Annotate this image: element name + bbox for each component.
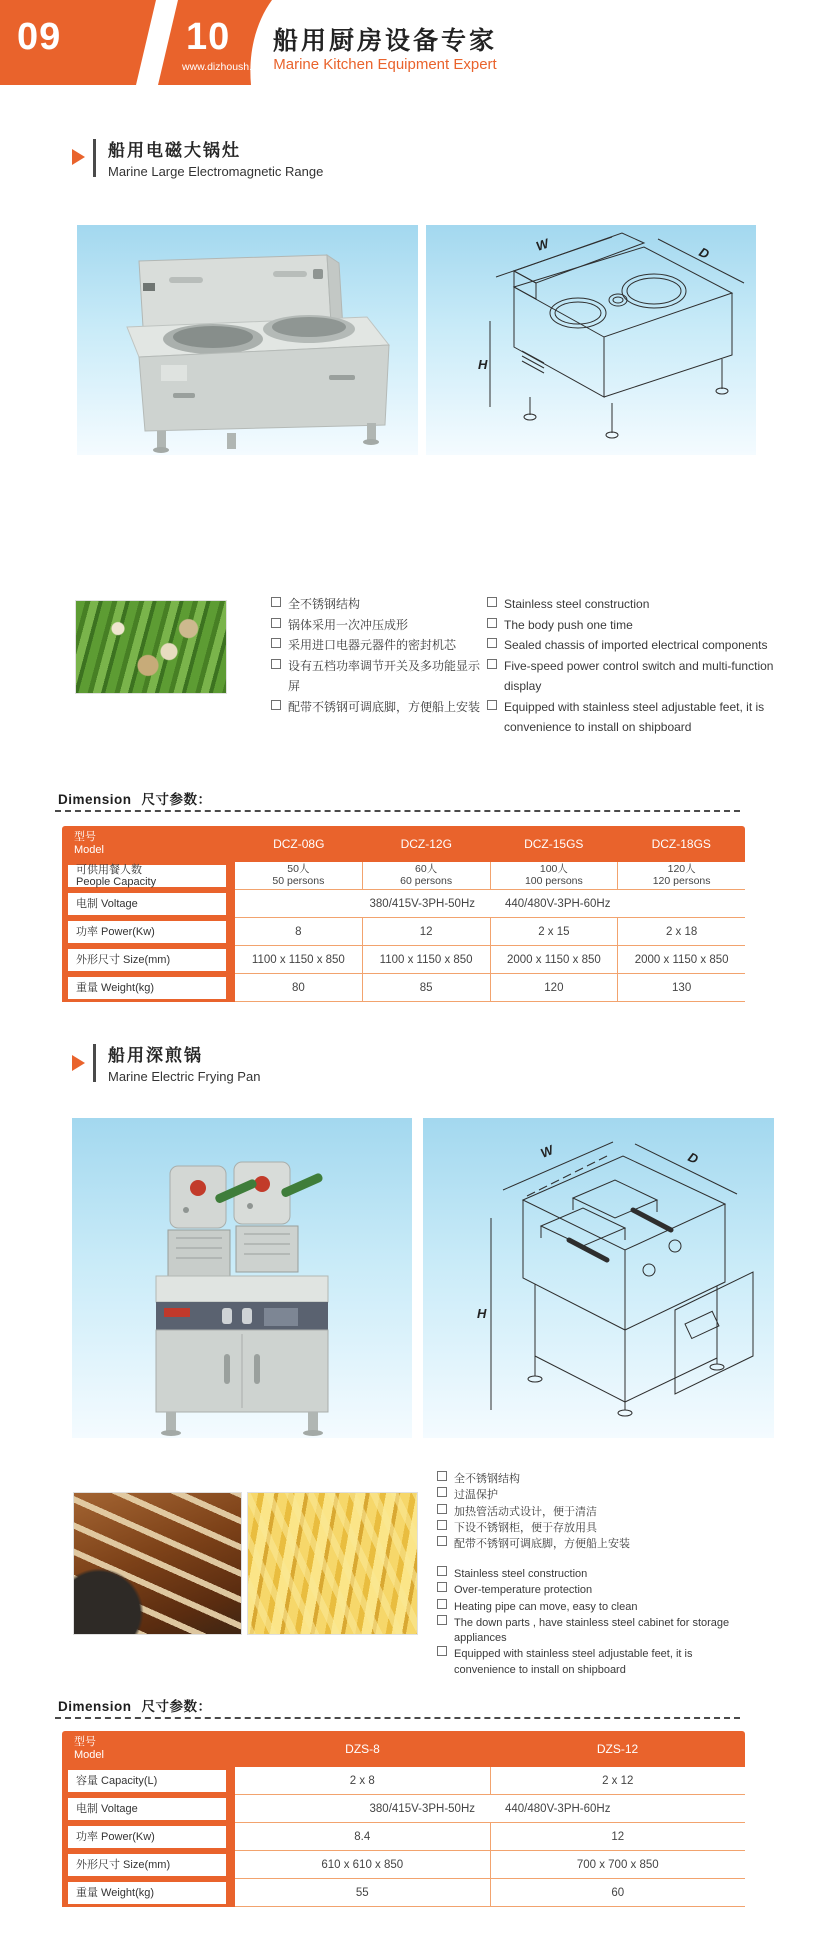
feature-item: Equipped with stainless steel adjustable feet, it is convenience to install on shipboard — [487, 697, 805, 738]
section2-title-bar — [93, 1044, 96, 1082]
table-row-weight — [62, 974, 745, 1002]
feature-list-cn-range — [271, 594, 486, 717]
spec-cell: 700 x 700 x 850 — [490, 1851, 746, 1878]
section2-marker-triangle-icon — [72, 1055, 85, 1071]
checkbox-icon — [437, 1615, 447, 1625]
spec-cell: 12 — [490, 1823, 746, 1850]
fryer-product-photo — [72, 1118, 412, 1438]
section2-title — [108, 1041, 260, 1084]
spec-cell: 50人 50 persons — [272, 863, 325, 887]
feature-item: 全不锈钢结构 — [271, 594, 486, 615]
checkbox-icon — [487, 597, 497, 607]
drawing-label-width: W — [534, 235, 551, 254]
spec-cell: 85 — [362, 974, 490, 1001]
checkbox-icon — [271, 638, 281, 648]
checkbox-icon — [437, 1599, 447, 1609]
feature-item: 配带不锈钢可调底脚，方便船上安装 — [271, 697, 486, 718]
checkbox-icon — [437, 1566, 447, 1576]
row-label: 重量 Weight(kg) — [67, 1881, 227, 1905]
spec-cell: 2 x 12 — [490, 1767, 746, 1794]
spec-cell: 55 — [355, 1886, 369, 1899]
checkbox-icon — [437, 1536, 447, 1546]
table-row-size — [62, 946, 745, 974]
table-row-capacity — [62, 1767, 745, 1795]
section2-title-cn: 船用深煎锅 — [108, 1046, 203, 1065]
spec-cell: 60 — [490, 1879, 746, 1906]
feature-item: 过温保护 — [437, 1487, 707, 1503]
spec-cell: 2000 x 1150 x 850 — [490, 946, 618, 973]
page-title-cn: 船用厨房设备专家 — [272, 27, 497, 55]
row-label: 容量 Capacity(L) — [67, 1769, 227, 1793]
checkbox-icon — [437, 1487, 447, 1497]
checkbox-icon — [271, 659, 281, 669]
table-row-voltage — [62, 1795, 745, 1823]
feature-list-en-range — [487, 594, 805, 738]
model-label-cell: 型号 Model — [74, 1736, 104, 1761]
table-header-row — [62, 1731, 745, 1767]
drawing-label-depth: D — [696, 244, 712, 262]
dimension-heading-2: Dimension 尺寸参数： — [58, 1699, 212, 1714]
food-photo-roast — [73, 1492, 242, 1635]
feature-list-en-fryer — [437, 1566, 745, 1678]
spec-cell: 60人 60 persons — [362, 862, 490, 889]
feature-list-cn-fryer — [437, 1471, 707, 1552]
row-label: 功率 Power(Kw) — [67, 920, 227, 944]
page-number-right: 10 — [186, 16, 231, 58]
fryer-photo-art — [72, 1118, 412, 1438]
checkbox-icon — [271, 618, 281, 628]
model-header-cell: DCZ-18GS — [651, 837, 711, 851]
checkbox-icon — [271, 597, 281, 607]
feature-item: 加热管活动式设计，便于清洁 — [437, 1504, 707, 1520]
feature-item: 设有五档功率调节开关及多功能显示屏 — [271, 656, 486, 697]
section1-title-cn: 船用电磁大锅灶 — [108, 141, 241, 160]
spec-table-range — [62, 826, 745, 1002]
checkbox-icon — [487, 618, 497, 628]
spec-cell: 2 x 18 — [617, 918, 745, 945]
feature-item: Equipped with stainless steel adjustable feet, it is convenience to install on shipboard — [437, 1646, 745, 1678]
checkbox-icon — [487, 659, 497, 669]
page-title-en: Marine Kitchen Equipment Expert — [273, 56, 497, 73]
checkbox-icon — [437, 1520, 447, 1530]
row-label: 电制 Voltage — [67, 1797, 227, 1821]
drawing-label-height: H — [477, 1306, 487, 1321]
spec-cell: 100人 100 persons — [490, 862, 618, 889]
drawing-label-depth: D — [685, 1149, 701, 1167]
dashed-divider-1 — [55, 810, 740, 812]
feature-item: Over-temperature protection — [437, 1582, 745, 1598]
row-label: 电制 Voltage — [67, 892, 227, 916]
table-row-capacity — [62, 862, 745, 890]
model-header-cell: DZS-8 — [345, 1742, 380, 1756]
feature-item: 锅体采用一次冲压成形 — [271, 615, 486, 636]
drawing-label-width: W — [538, 1142, 556, 1161]
section1-title — [108, 136, 323, 179]
page-number-left: 09 — [17, 16, 62, 58]
drawing-label-height: H — [478, 357, 488, 372]
fryer-drawing-art — [423, 1118, 774, 1438]
spec-cell: 2 x 15 — [490, 918, 618, 945]
site-url: www.dizhoush.com — [182, 61, 272, 73]
spec-cell: 120 — [490, 974, 618, 1001]
model-label-cell: 型号 Model — [74, 831, 104, 856]
checkbox-icon — [437, 1582, 447, 1592]
row-label: 外形尺寸 Size(mm) — [67, 948, 227, 972]
checkbox-icon — [437, 1504, 447, 1514]
feature-item: Stainless steel construction — [487, 594, 805, 615]
spec-table-fryer — [62, 1731, 745, 1907]
spec-cell: 80 — [291, 981, 305, 994]
spec-cell: 1100 x 1150 x 850 — [362, 946, 490, 973]
section1-title-bar — [93, 139, 96, 177]
row-label: 可供用餐人数 People Capacity — [67, 864, 227, 888]
feature-item: Stainless steel construction — [437, 1566, 745, 1582]
table-row-power — [62, 1823, 745, 1851]
feature-item: The body push one time — [487, 615, 805, 636]
spec-cell: 8 — [295, 925, 302, 938]
spec-cell-merged: 380/415V-3PH-50Hz 440/480V-3PH-60Hz — [369, 1802, 611, 1815]
spec-cell-merged: 380/415V-3PH-50Hz 440/480V-3PH-60Hz — [369, 897, 611, 910]
food-photo-fries — [247, 1492, 418, 1635]
checkbox-icon — [487, 638, 497, 648]
feature-item: Heating pipe can move, easy to clean — [437, 1599, 745, 1615]
feature-item: Five-speed power control switch and multi-function display — [487, 656, 805, 697]
feature-item: The down parts , have stainless steel cabinet for storage appliances — [437, 1615, 745, 1647]
checkbox-icon — [271, 700, 281, 710]
feature-item: 全不锈钢结构 — [437, 1471, 707, 1487]
dashed-divider-2 — [55, 1717, 740, 1719]
spec-cell: 1100 x 1150 x 850 — [251, 953, 345, 966]
range-product-photo — [77, 225, 418, 455]
model-header-cell: DCZ-12G — [400, 837, 452, 851]
food-photo-vegetables — [75, 600, 227, 694]
model-header-cell: DZS-12 — [596, 1742, 639, 1756]
checkbox-icon — [487, 700, 497, 710]
spec-cell: 610 x 610 x 850 — [321, 1858, 404, 1871]
range-photo-art — [77, 225, 418, 455]
table-header-row — [62, 826, 745, 862]
range-drawing-art — [426, 225, 756, 455]
header-band — [0, 0, 830, 85]
table-row-size — [62, 1851, 745, 1879]
section2-title-en: Marine Electric Frying Pan — [108, 1069, 261, 1084]
spec-cell: 2 x 8 — [349, 1774, 375, 1787]
spec-cell: 12 — [362, 918, 490, 945]
spec-cell: 8.4 — [354, 1830, 371, 1843]
spec-cell: 130 — [617, 974, 745, 1001]
section1-marker-triangle-icon — [72, 149, 85, 165]
dimension-heading-1: Dimension 尺寸参数： — [58, 792, 212, 807]
checkbox-icon — [437, 1646, 447, 1656]
table-row-power — [62, 918, 745, 946]
table-row-weight — [62, 1879, 745, 1907]
row-label: 外形尺寸 Size(mm) — [67, 1853, 227, 1877]
table-row-voltage — [62, 890, 745, 918]
feature-item: Sealed chassis of imported electrical components — [487, 635, 805, 656]
section1-title-en: Marine Large Electromagnetic Range — [108, 164, 324, 179]
range-technical-drawing — [426, 225, 756, 455]
feature-item: 采用进口电器元器件的密封机芯 — [271, 635, 486, 656]
model-header-cell: DCZ-15GS — [524, 837, 584, 851]
checkbox-icon — [437, 1471, 447, 1481]
model-header-cell: DCZ-08G — [273, 837, 325, 851]
spec-cell: 2000 x 1150 x 850 — [617, 946, 745, 973]
feature-item: 配带不锈钢可调底脚，方便船上安装 — [437, 1536, 707, 1552]
spec-cell: 120人 120 persons — [617, 862, 745, 889]
row-label: 功率 Power(Kw) — [67, 1825, 227, 1849]
fryer-technical-drawing — [423, 1118, 774, 1438]
feature-item: 下设不锈钢柜，便于存放用具 — [437, 1520, 707, 1536]
row-label: 重量 Weight(kg) — [67, 976, 227, 1000]
